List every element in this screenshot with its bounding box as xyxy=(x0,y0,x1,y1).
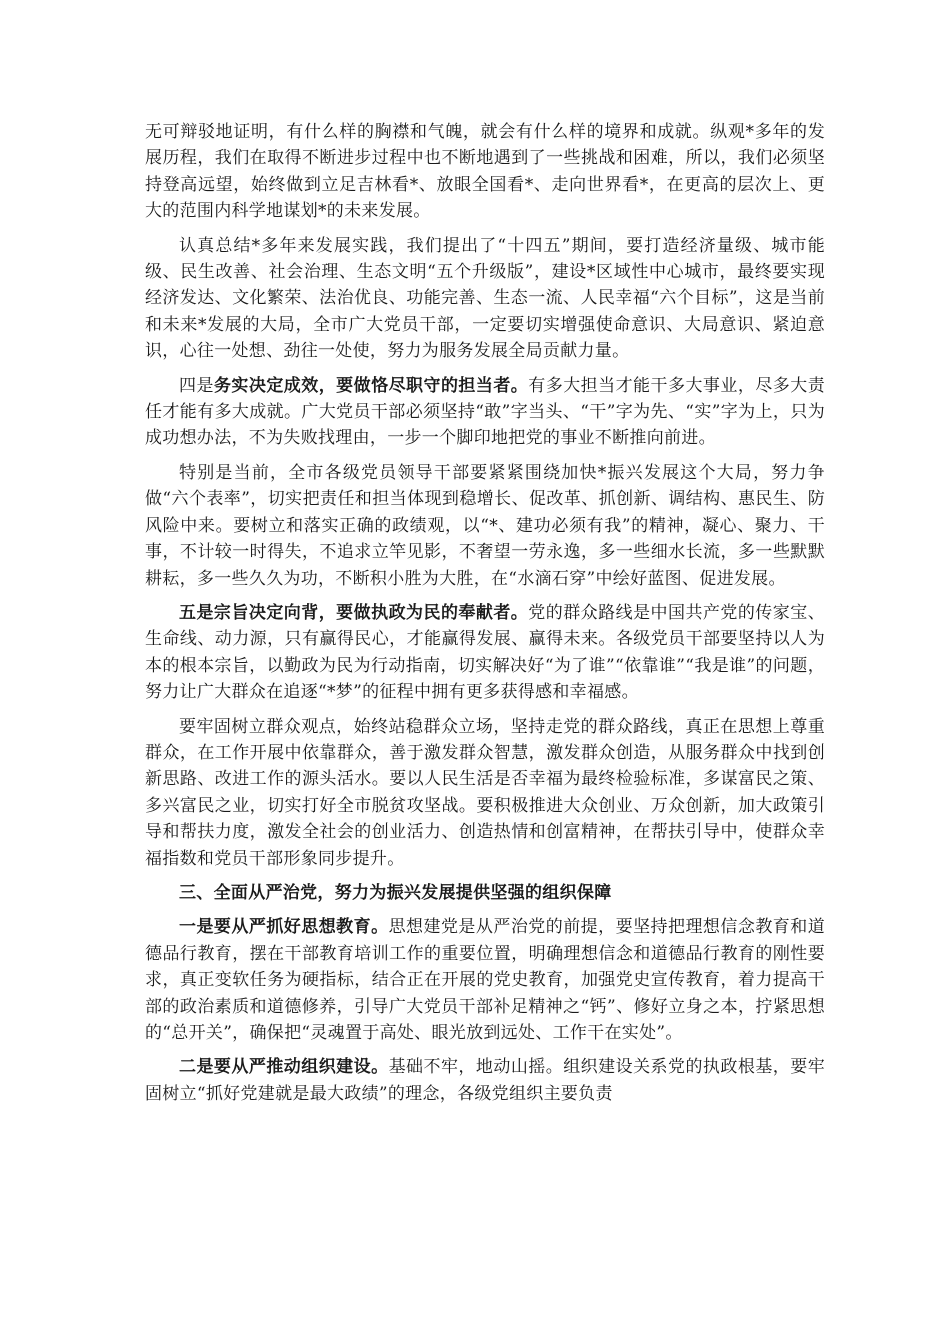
paragraph-1-text: 无可辩驳地证明，有什么样的胸襟和气魄，就会有什么样的境界和成就。纵观*多年的发展历程，我们在取得不断进步过程中也不断地遇到了一些挑战和困难，所以，我们必须坚持登高远望，始终做到立足吉林看*、放眼全国看*、走向世界看*，在更高的层次上、更大的范围内科学地谋划*的未来发展。 xyxy=(145,122,825,222)
paragraph-8-text: 思想建党是从严治党的前提，要坚持把理想信念教育和道德品行教育，摆在干部教育培训工作的重要位置，明确理想信念和道德品行教育的刚性要求，真正变软任务为硬指标，结合正在开展的党史教育，加强党史宣传教育，着力提高干部的政治素质和道德修养，引导广大党员干部补足精神之“钙”、修好立身之本，拧紧思想的“总开关”，确保把“灵魂置于高处、眼光放到远处、工作干在实处”。 xyxy=(145,917,826,1043)
paragraph-6 xyxy=(145,714,825,872)
paragraph-3-prefix: 四是 xyxy=(179,375,214,396)
paragraph-9-lead: 二是要从严推动组织建设。 xyxy=(179,1057,389,1078)
paragraph-2-text: 认真总结*多年来发展实践，我们提出了“十四五”期间，要打造经济量级、城市能级、民生改善、社会治理、生态文明“五个升级版”，建设*区域性中心城市，最终要实现经济发达、文化繁荣、法治优良、功能完善、生态一流、人民幸福“六个目标”，这是当前和未来*发展的大局，全市广大党员干部，一定要切实增强使命意识、大局意识、紧迫意识，心往一处想、劲往一处使，努力为服务发展全局贡献力量。 xyxy=(145,235,825,362)
paragraph-5-lead: 五是宗旨决定向背，要做执政为民的奉献者。 xyxy=(179,602,529,623)
paragraph-3 xyxy=(145,373,825,452)
paragraph-1 xyxy=(145,119,825,225)
paragraph-5-text: 党的群众路线是中国共产党的传家宝、生命线、动力源，只有赢得民心，才能赢得发展、赢得未来。各级党员干部要坚持以人为本的根本宗旨，以勤政为民为行动指南，切实解决好“为了谁”“依靠谁”“我是谁”的问题，努力让广大群众在追逐“*梦”的征程中拥有更多获得感和幸福感。 xyxy=(145,602,825,703)
paragraph-5 xyxy=(145,600,825,706)
section-heading: 三、全面从严治党，努力为振兴发展提供坚强的组织保障 xyxy=(179,882,612,903)
paragraph-2 xyxy=(145,233,825,365)
paragraph-6-text: 要牢固树立群众观点，始终站稳群众立场，坚持走党的群众路线，真正在思想上尊重群众，在工作开展中依靠群众，善于激发群众智慧，激发群众创造，从服务群众中找到创新思路、改进工作的源头活水。要以人民生活是否幸福为最终检验标准，多谋富民之策、多兴富民之业，切实打好全市脱贫攻坚战。要积极推进大众创业、万众创新，加大政策引导和帮扶力度，激发全社会的创业活力、创造热情和创富精神，在帮扶引导中，使群众幸福指数和党员干部形象同步提升。 xyxy=(145,716,825,869)
paragraph-3-lead: 务实决定成效，要做恪尽职守的担当者。 xyxy=(213,375,529,396)
document-page xyxy=(145,119,825,1107)
paragraph-9-text: 基础不牢，地动山摇。组织建设关系党的执政根基，要牢固树立“抓好党建就是最大政绩”的理念，各级党组织主要负责 xyxy=(145,1057,826,1104)
paragraph-4-text: 特别是当前，全市各级党员领导干部要紧紧围绕加快*振兴发展这个大局，努力争做“六个表率”，切实把责任和担当体现到稳增长、促改革、抓创新、调结构、惠民生、防风险中来。要树立和落实正确的政绩观，以“*、建功必须有我”的精神，凝心、聚力、干事，不计较一时得失，不追求立竿见影，不奢望一劳永逸，多一些细水长流，多一些默默耕耘，多一些久久为功，不断积小胜为大胜，在“水滴石穿”中绘好蓝图、促进发展。 xyxy=(145,462,825,589)
paragraph-4 xyxy=(145,460,825,592)
paragraph-3-text: 有多大担当才能干多大事业，尽多大责任才能有多大成就。广大党员干部必须坚持“敢”字当头、“干”字为先、“实”字为上，只为成功想办法，不为失败找理由，一步一个脚印地把党的事业不断推向前进。 xyxy=(145,375,825,449)
paragraph-8-lead: 一是要从严抓好思想教育。 xyxy=(179,917,389,938)
paragraph-8 xyxy=(145,914,825,1046)
paragraph-9 xyxy=(145,1054,825,1107)
